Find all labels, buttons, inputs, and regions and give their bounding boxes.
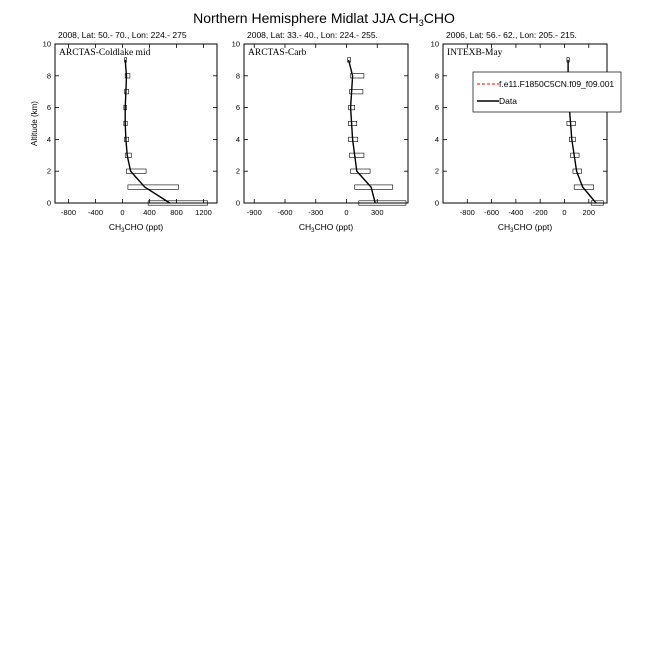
x-tick-label: -400 xyxy=(87,208,104,217)
x-tick-label: 0 xyxy=(120,208,125,217)
x-tick-label: 0 xyxy=(562,208,567,217)
x-tick-label: -300 xyxy=(308,208,324,217)
x-axis-label: $CH_3CHO$ (ppt) xyxy=(497,222,553,234)
y-tick-label: 0 xyxy=(46,198,51,208)
y-axis-label: Altitude (km) xyxy=(30,101,39,146)
x-tick-label: 300 xyxy=(370,208,384,217)
x-tick-label: -800 xyxy=(60,208,77,217)
legend xyxy=(473,72,621,112)
y-tick-label: 4 xyxy=(235,134,240,144)
panel-region-label: 2006, Lat: 56.- 62., Lon: 205.- 215. xyxy=(446,30,577,40)
x-tick-label: -400 xyxy=(508,208,524,217)
y-tick-label: 2 xyxy=(235,166,240,176)
y-tick-label: 10 xyxy=(430,39,439,49)
legend-label: Data xyxy=(499,96,517,106)
y-tick-label: 6 xyxy=(46,103,51,113)
y-tick-label: 8 xyxy=(434,71,439,81)
y-tick-label: 4 xyxy=(46,134,51,144)
legend-box xyxy=(473,72,621,112)
y-tick-label: 0 xyxy=(235,198,240,208)
x-tick-label: -600 xyxy=(484,208,500,217)
y-tick-label: 8 xyxy=(235,71,240,81)
x-tick-label: 1200 xyxy=(195,208,212,217)
campaign-label: ARCTAS-Coldlake mid xyxy=(59,48,151,58)
x-tick-label: -200 xyxy=(532,208,548,217)
panel-region-label: 2008, Lat: 33.- 40., Lon: 224.- 255. xyxy=(247,30,378,40)
y-tick-label: 4 xyxy=(434,134,439,144)
x-tick-label: 800 xyxy=(170,208,183,217)
x-tick-label: -900 xyxy=(246,208,262,217)
y-tick-label: 0 xyxy=(434,198,439,208)
y-tick-label: 6 xyxy=(434,103,439,113)
figure-title: Northern Hemisphere Midlat JJA $CH_3CHO$ xyxy=(193,10,455,28)
panel-region-label: 2008, Lat: 50.- 70., Lon: 224.- 275 xyxy=(58,30,187,40)
y-tick-label: 2 xyxy=(434,166,439,176)
y-tick-label: 6 xyxy=(235,103,240,113)
campaign-label: INTEXB-May xyxy=(447,48,503,58)
x-tick-label: 200 xyxy=(582,208,596,217)
y-tick-label: 8 xyxy=(46,71,51,81)
campaign-label: ARCTAS-Carb xyxy=(248,48,307,58)
x-axis-label: $CH_3CHO$ (ppt) xyxy=(298,222,354,234)
x-tick-label: -600 xyxy=(277,208,293,217)
y-tick-label: 10 xyxy=(42,39,51,49)
y-tick-label: 10 xyxy=(231,39,240,49)
x-tick-label: -800 xyxy=(459,208,475,217)
x-tick-label: 400 xyxy=(143,208,156,217)
legend-label: f.e11.F1850C5CN.f09_f09.001 xyxy=(499,79,615,89)
x-tick-label: 0 xyxy=(344,208,349,217)
x-axis-label: $CH_3CHO$ (ppt) xyxy=(108,222,164,234)
y-tick-label: 2 xyxy=(46,166,51,176)
